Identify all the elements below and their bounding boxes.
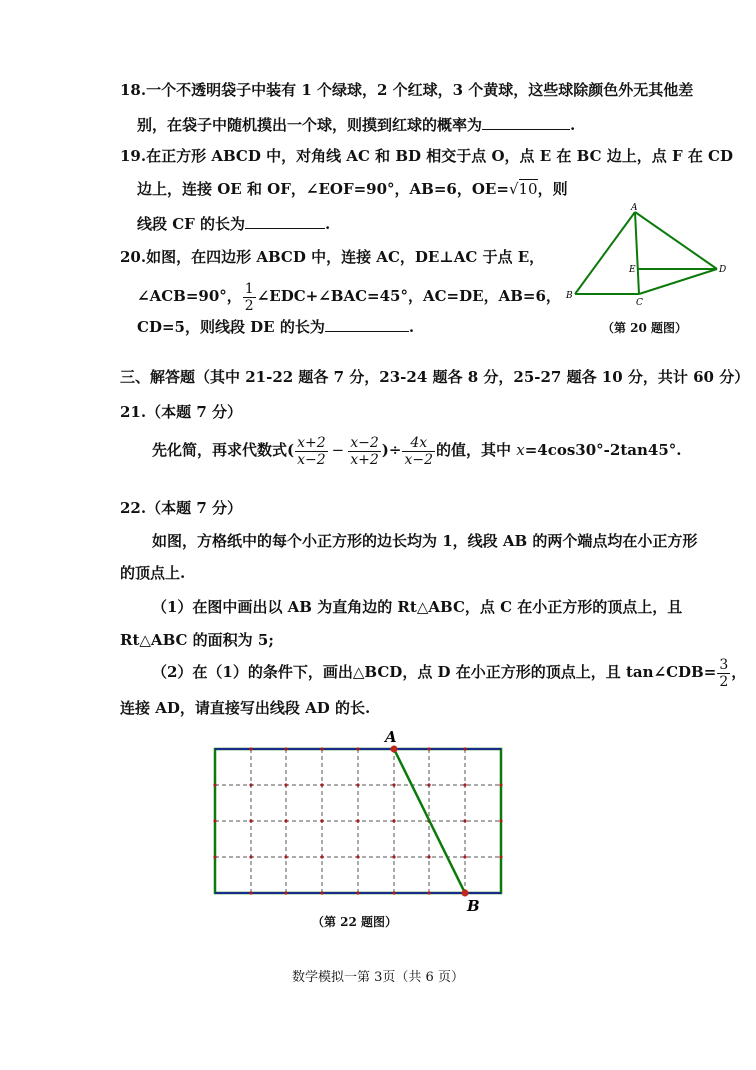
- q22-caption: （第 22 题图）: [312, 915, 398, 929]
- q18-end: .: [570, 116, 576, 134]
- q22-p1-line1: 如图，方格纸中的每个小正方形的边长均为 1，线段 AB 的两个端点均在小正方形: [152, 532, 698, 550]
- q20-line1: 20.如图，在四边形 ABCD 中，连接 AC，DE⊥AC 于点 E，: [120, 248, 545, 266]
- q22-point-b: [462, 890, 469, 897]
- q20-label-d: D: [719, 265, 727, 275]
- q20-label-b: B: [566, 291, 573, 301]
- q20-end: .: [408, 318, 415, 336]
- q19-line2: [137, 179, 568, 199]
- q22-p4: 连接 AD，请直接写出线段 AD 的长.: [120, 699, 371, 717]
- q21-minus: −: [331, 441, 345, 459]
- q21-fraction-1: [295, 435, 328, 468]
- section3-heading: 三、解答题（其中 21-22 题各 7 分，23-24 题各 8 分，25-27 题各 10 分，共计 60 分）: [120, 368, 750, 386]
- q19-line1: 19.在正方形 ABCD 中，对角线 AC 和 BD 相交于点 O，点 E 在 BC 边上，点 F 在 CD: [120, 147, 734, 165]
- q22-p3-frac-num: 3: [719, 656, 729, 673]
- q20-side-cd: [639, 269, 717, 294]
- q19-radicand: 10: [518, 180, 538, 198]
- q20-frac-num: 1: [244, 280, 254, 297]
- q20-frac-den: 2: [244, 297, 254, 314]
- q21-body: [152, 430, 681, 470]
- q21-f1-den: x−2: [297, 451, 326, 468]
- q21-text-post: 的值，其中: [436, 441, 517, 459]
- q22-grid-points: [213, 747, 502, 894]
- q21-f3-num: 4x: [402, 435, 435, 452]
- q21-fraction-3: [402, 435, 435, 468]
- q21-condition: =4cos30°-2tan45°.: [524, 441, 682, 459]
- q22-p3: [152, 654, 746, 690]
- q19-end: .: [325, 215, 331, 233]
- q22-p3-fraction: [717, 657, 730, 690]
- q20-diagonal-ac: [635, 212, 639, 294]
- q19-line2-pre: 边上，连接 OE 和 OF，∠EOF=90°，AB=6，OE=: [137, 180, 509, 198]
- q20-half-fraction: [243, 281, 256, 314]
- q18-line2: [137, 113, 575, 135]
- q18-answer-blank[interactable]: [482, 113, 570, 130]
- q20-caption: （第 20 题图）: [602, 321, 688, 335]
- q19-answer-blank[interactable]: [245, 212, 325, 229]
- q20-label-e: E: [629, 265, 636, 275]
- q20-line3: [137, 315, 414, 337]
- q20-label-a: A: [631, 203, 638, 213]
- q22-title: 22.（本题 7 分）: [120, 499, 242, 517]
- q19-line2-post: ，则: [537, 180, 568, 198]
- q21-f1-num: x+2: [297, 434, 326, 451]
- q20-side-ab: [575, 212, 635, 294]
- q20-line2: [137, 278, 561, 314]
- q19-line3-text: 线段 CF 的长为: [137, 215, 246, 233]
- q20-line2-pre: ∠ACB=90°，: [137, 287, 242, 305]
- q22-p2-line2: Rt△ABC 的面积为 5;: [120, 631, 274, 649]
- q22-p3-post: ，: [731, 663, 747, 681]
- q21-f2-num: x−2: [350, 434, 379, 451]
- q18-line1: 18.一个不透明袋子中装有 1 个绿球，2 个红球，3 个黄球，这些球除颜色外无其他差: [120, 81, 694, 99]
- q20-side-ad: [635, 212, 717, 269]
- q22-p3-pre: （2）在（1）的条件下，画出△BCD，点 D 在小正方形的顶点上，且 tan∠CDB=: [152, 663, 717, 681]
- q21-var: x: [516, 441, 525, 459]
- q21-div: )÷: [381, 441, 402, 459]
- q22-p2-line1: （1）在图中画出以 AB 为直角边的 Rt△ABC，点 C 在小正方形的顶点上，且: [152, 598, 683, 616]
- q22-label-b: B: [467, 897, 480, 915]
- q18-line2-text: 别，在袋子中随机摸出一个球，则摸到红球的概率为: [137, 116, 483, 134]
- q19-radical: √: [508, 180, 519, 198]
- q21-f3-den: x−2: [404, 451, 433, 468]
- q21-f2-den: x+2: [350, 451, 379, 468]
- q21-title: 21.（本题 7 分）: [120, 403, 242, 421]
- q21-text-pre: 先化简，再求代数式(: [152, 441, 295, 459]
- q22-p3-frac-den: 2: [719, 673, 729, 690]
- q20-figure: [565, 200, 735, 310]
- q22-p1-line2: 的顶点上.: [120, 564, 186, 582]
- q20-label-c: C: [636, 298, 643, 308]
- q19-line3: [137, 212, 330, 234]
- q22-grid-figure: [205, 725, 515, 915]
- q22-label-a: A: [385, 728, 397, 746]
- q20-line2-post: ∠EDC+∠BAC=45°，AC=DE，AB=6，: [256, 287, 561, 305]
- q20-line3-text: CD=5，则线段 DE 的长为: [137, 318, 325, 336]
- q20-answer-blank[interactable]: [325, 315, 409, 332]
- page-footer: 数学模拟一第 3页（共 6 页）: [292, 970, 464, 985]
- q22-point-a: [391, 746, 398, 753]
- q21-fraction-2: [348, 435, 381, 468]
